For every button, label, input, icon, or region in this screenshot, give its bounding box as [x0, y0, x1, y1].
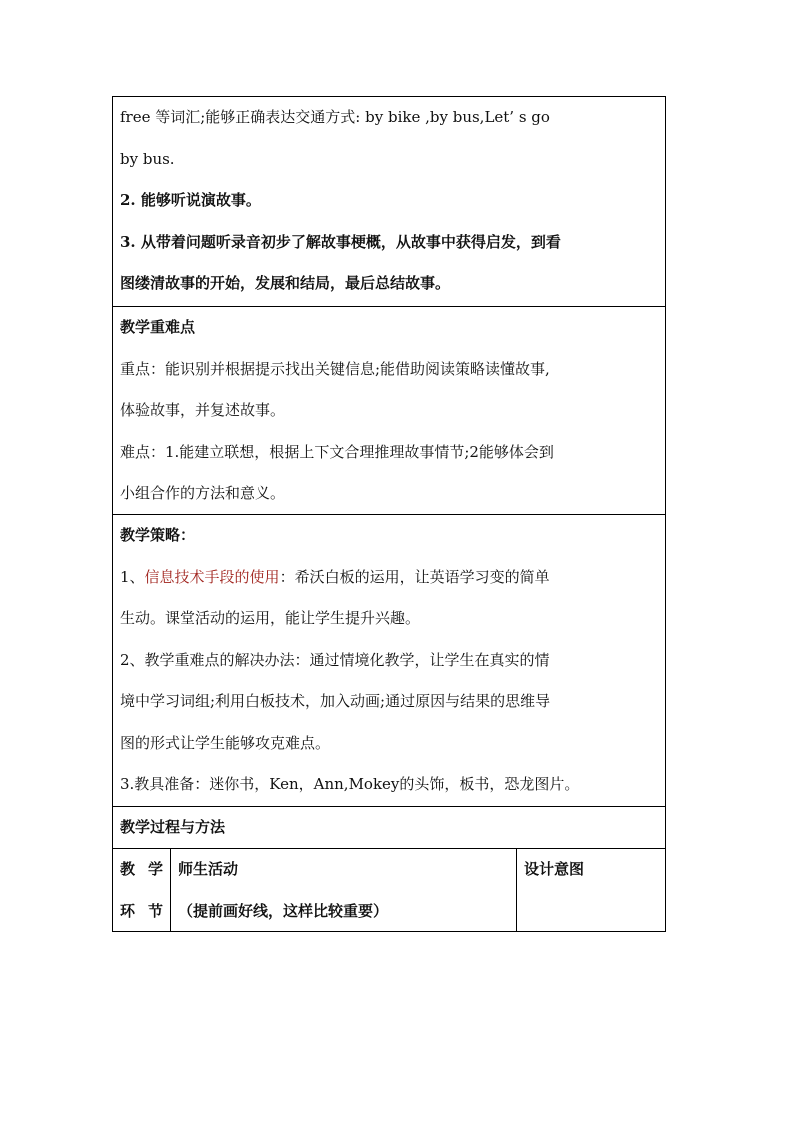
strategy-item-1-line-2: 生动。课堂活动的运用，能让学生提升兴趣。 — [120, 609, 421, 627]
process-columns-row — [113, 849, 665, 931]
column-activities — [171, 849, 517, 931]
strategy-heading: 教学策略： — [120, 526, 196, 544]
objectives-line-4: 3. 从带着问题听录音初步了解故事梗概，从故事中获得启发，到看 — [120, 232, 561, 251]
key-points-heading: 教学重难点 — [120, 318, 196, 336]
objectives-line-2: by bus. — [120, 149, 175, 168]
column-activities-line-2: （提前画好线，这样比较重要） — [178, 901, 389, 920]
strategy-item-2-line-3: 图的形式让学生能够攻克难点。 — [120, 733, 331, 752]
key-points-section — [113, 307, 665, 515]
objectives-line-3: 2. 能够听说演故事。 — [120, 191, 261, 209]
key-points-line-1: 重点：能识别并根据提示找出关键信息;能借助阅读策略读懂故事, — [120, 359, 550, 378]
strategy-item-2-line-2: 境中学习词组;利用白板技术，加入动画;通过原因与结果的思维导 — [120, 692, 551, 710]
strategy-item-1-prefix: 1、 — [120, 567, 145, 586]
key-points-line-4: 小组合作的方法和意义。 — [120, 484, 286, 502]
lesson-plan-table — [112, 96, 666, 932]
strategy-section — [113, 515, 665, 807]
column-stage — [113, 849, 177, 931]
objectives-section — [113, 97, 665, 307]
key-points-line-3: 难点：1.能建立联想，根据上下文合理推理故事情节;2能够体会到 — [120, 442, 554, 461]
process-heading: 教学过程与方法 — [120, 818, 226, 836]
column-stage-line-1: 教学 — [120, 860, 177, 878]
key-points-line-2: 体验故事，并复述故事。 — [120, 401, 286, 419]
strategy-item-1-highlight: 信息技术手段的使用 — [144, 567, 280, 586]
strategy-item-2-line-1: 2、教学重难点的解决办法：通过情境化教学，让学生在真实的情 — [120, 650, 550, 669]
column-intent — [517, 849, 665, 931]
strategy-item-1-rest: ：希沃白板的运用，让英语学习变的简单 — [279, 567, 550, 586]
strategy-item-3: 3.教具准备：迷你书，Ken，Ann,Mokey的头饰，板书，恐龙图片。 — [120, 775, 580, 793]
strategy-item-1 — [120, 557, 658, 599]
process-heading-section — [113, 807, 665, 849]
column-intent-line-1: 设计意图 — [524, 860, 585, 878]
objectives-line-5: 图缕清故事的开始，发展和结局，最后总结故事。 — [120, 274, 451, 292]
objectives-line-1: free 等词汇;能够正确表达交通方式: by bike ,by bus,Let’ s go — [120, 108, 550, 126]
column-activities-line-1: 师生活动 — [178, 860, 239, 878]
column-stage-line-2: 环节 — [120, 901, 177, 920]
